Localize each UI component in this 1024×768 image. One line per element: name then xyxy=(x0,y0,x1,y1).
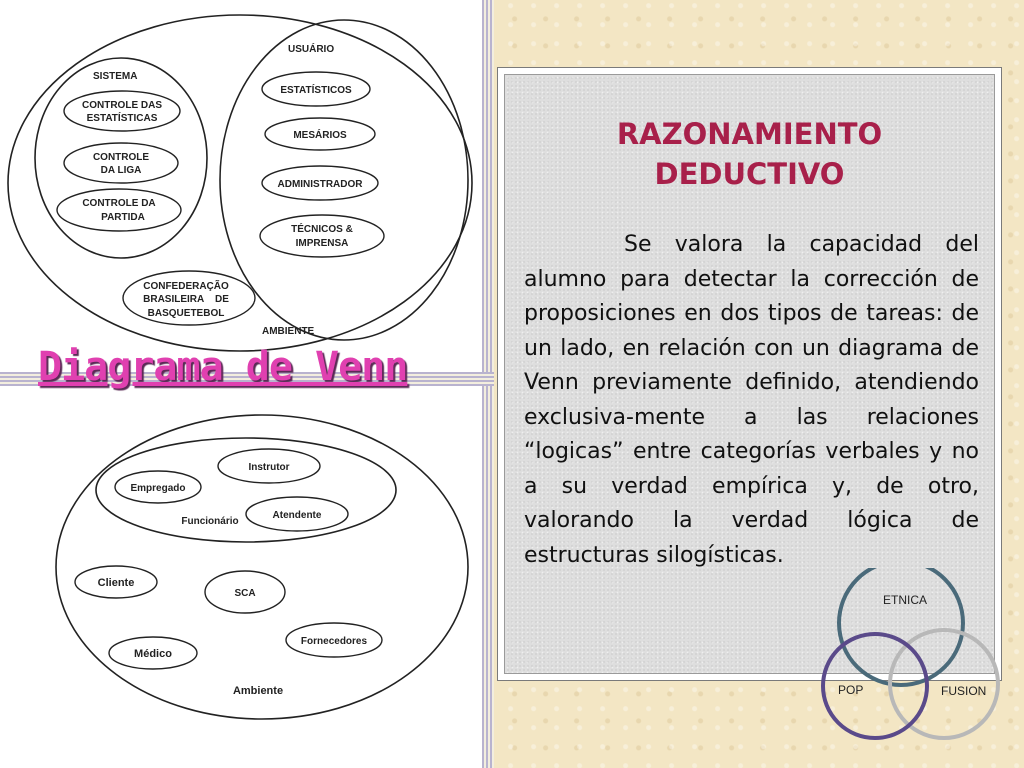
system-environment-diagram xyxy=(0,0,482,372)
controle-partida-line1: CONTROLE DA xyxy=(82,198,156,209)
ambiente-bottom-label: Ambiente xyxy=(232,685,284,697)
controle-liga-line1: CONTROLE xyxy=(92,152,150,163)
controle-estatisticas-ellipse xyxy=(64,91,180,131)
funcionario-label: Funcionário xyxy=(181,516,239,527)
fornecedores-label: Fornecedores xyxy=(300,636,368,647)
ambiente-label: AMBIENTE xyxy=(262,326,315,337)
venn-title: Diagrama de Venn xyxy=(38,344,408,390)
confederacao-line3: BASQUETEBOL xyxy=(147,308,225,319)
atendente-label: Atendente xyxy=(272,510,322,521)
controle-liga-ellipse xyxy=(64,143,178,183)
controle-partida-ellipse xyxy=(57,189,181,231)
empregado-label: Empregado xyxy=(130,483,186,494)
tecnicos-imprensa-line1: TÉCNICOS & xyxy=(291,224,353,235)
ambiente-bottom-ellipse xyxy=(56,415,468,719)
etnica-label: ETNICA xyxy=(883,593,928,607)
organization-environment-diagram xyxy=(0,400,482,768)
ambiente-ellipse xyxy=(8,15,472,351)
sistema-label: SISTEMA xyxy=(93,71,138,82)
controle-estatisticas-line1: CONTROLE DAS xyxy=(82,100,162,111)
administrador-label: ADMINISTRADOR xyxy=(277,179,363,190)
mesarios-label: MESÁRIOS xyxy=(293,130,347,141)
estatisticos-label: ESTATÍSTICOS xyxy=(280,85,352,96)
confederacao-line1: CONFEDERAÇÃO xyxy=(143,281,229,292)
card-title-line1: RAZONAMIENTO xyxy=(616,117,883,151)
sca-label: SCA xyxy=(234,588,256,599)
controle-liga-line2: DA LIGA xyxy=(100,165,142,176)
instrutor-label: Instrutor xyxy=(248,462,290,473)
etnica-circle xyxy=(839,568,963,685)
card-title xyxy=(498,114,1001,194)
controle-partida-line2: PARTIDA xyxy=(101,212,145,223)
card-title-line2: DEDUCTIVO xyxy=(654,157,845,191)
mini-venn-diagram xyxy=(815,568,1005,748)
medico-label: Médico xyxy=(134,648,172,660)
controle-estatisticas-line2: ESTATÍSTICAS xyxy=(86,113,158,124)
tecnicos-imprensa-line2: IMPRENSA xyxy=(295,238,349,249)
fusion-label: FUSION xyxy=(941,684,987,698)
cliente-label: Cliente xyxy=(97,577,135,589)
usuario-label: USUÁRIO xyxy=(288,44,335,55)
tecnicos-imprensa-ellipse xyxy=(260,215,384,257)
card-body-text: Se valora la capacidad del alumno para detectar la corrección de proposiciones en dos tipos de tareas: de un lado, en relación con un diagrama de Venn previamente definido, atendiendo exclusiva-mente a las relaciones “logicas” entre categorías verbales y no a su verdad empírica y, de otro, valorando la verdad lógica de estructuras silogísticas. xyxy=(524,232,979,568)
pop-label: POP xyxy=(838,683,864,697)
confederacao-line2: BRASILEIRA DE xyxy=(143,294,229,305)
